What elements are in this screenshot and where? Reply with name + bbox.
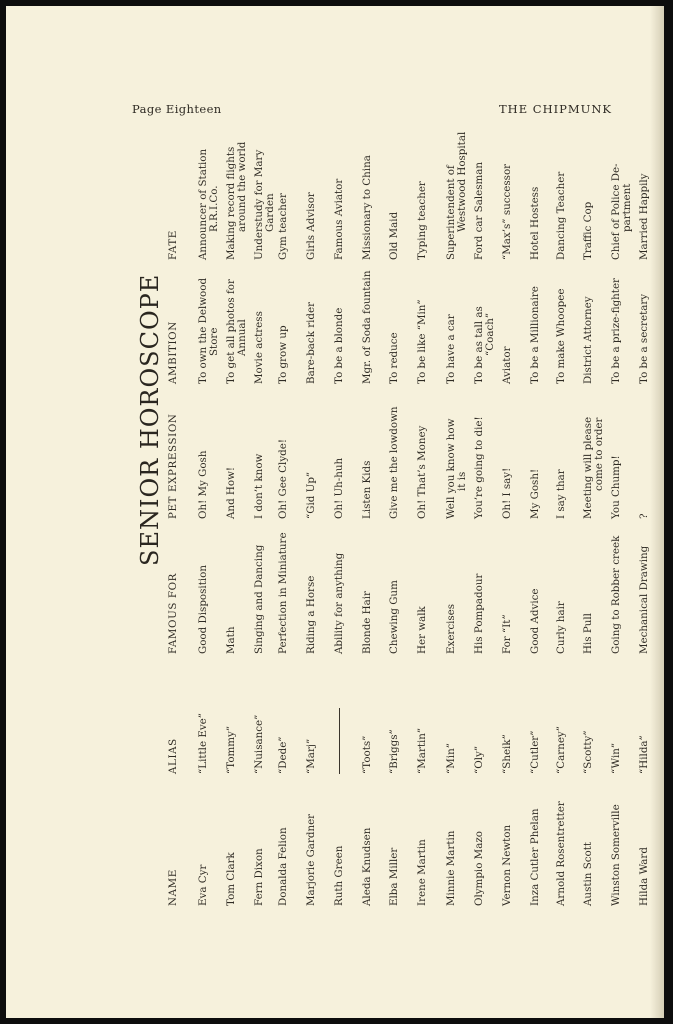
cell-ambition: To get all photos for Annual — [225, 279, 248, 384]
cell-alias: “Carney” — [555, 725, 567, 774]
column-header-ambition: AMBITION — [167, 321, 179, 384]
cell-fate: Missionary to China — [361, 155, 373, 260]
cell-fate: Famous Aviator — [333, 178, 345, 260]
cell-famous: Curly hair — [555, 601, 567, 654]
cell-name: Vernon Newton — [501, 824, 513, 906]
cell-ambition: To be a secretary — [638, 293, 650, 384]
cell-famous: Exercises — [445, 603, 457, 654]
cell-name: Eva Cyr — [197, 864, 209, 906]
cell-pet: Oh! Gee Clyde! — [277, 439, 289, 519]
cell-fate: Old Maid — [388, 211, 400, 260]
cell-pet: And How! — [225, 466, 237, 519]
cell-ambition: To have a car — [445, 314, 457, 384]
cell-famous: Good Advice — [529, 588, 541, 654]
cell-famous: Good Disposition — [197, 565, 209, 654]
cell-famous: Her walk — [416, 606, 428, 654]
cell-fate: Married Happily — [638, 173, 650, 260]
cell-ambition: Bare-back rider — [305, 301, 317, 384]
cell-pet: You’re going to die! — [473, 416, 485, 519]
cell-name: Irene Martin — [416, 839, 428, 906]
publication-title-header: THE CHIPMUNK — [499, 102, 612, 116]
table-row — [306, 146, 328, 906]
cell-name: Donalda Felion — [277, 827, 289, 906]
cell-name: Tom Clark — [225, 852, 237, 906]
cell-pet: My Gosh! — [529, 468, 541, 519]
column-header-pet-expression: PET EXPRESSION — [167, 413, 179, 519]
cell-ambition: Mgr. of Soda fountain — [361, 270, 373, 384]
cell-famous: Riding a Horse — [305, 575, 317, 654]
cell-alias: “Little Eve” — [197, 712, 209, 774]
cell-name: Ruth Green — [333, 845, 345, 906]
table-row — [583, 146, 605, 906]
cell-ambition: District Attorney — [582, 296, 594, 384]
cell-fate: Making record flights around the world — [225, 141, 248, 260]
cell-fate: Girls Advisor — [305, 192, 317, 260]
table-row — [389, 146, 411, 906]
cell-alias: “Martin” — [416, 727, 428, 774]
cell-famous: Perfection in Miniature — [277, 532, 289, 654]
cell-fate: Announcer of Station R.R.I.Co. — [197, 148, 220, 260]
cell-pet: Meeting will please come to order — [582, 416, 605, 519]
cell-ambition: Movie actress — [253, 311, 265, 384]
table-row — [474, 146, 496, 906]
cell-alias: “Win” — [610, 742, 622, 774]
cell-alias: “Oly” — [473, 745, 485, 774]
cell-fate: “Max’s” successor — [501, 163, 513, 260]
cell-famous: Mechanical Drawing — [638, 545, 650, 654]
table-row — [334, 146, 356, 906]
cell-name: Inza Cutler Phelan — [529, 808, 541, 906]
cell-fate: Ford car Salesman — [473, 161, 485, 260]
cell-fate: Understudy for Mary Garden — [253, 149, 276, 260]
cell-alias — [334, 708, 345, 774]
table-title: SENIOR HOROSCOPE — [136, 273, 164, 566]
cell-pet: Oh! I say! — [501, 467, 513, 519]
table-row — [445, 131, 468, 906]
table-row — [556, 146, 578, 906]
table-row — [530, 146, 552, 906]
cell-fate: Hotel Hostess — [529, 186, 541, 260]
cell-famous: Math — [225, 626, 237, 654]
cell-alias: “Marj” — [305, 738, 317, 774]
cell-name: Austin Scott — [582, 842, 594, 906]
cell-alias: “Dede” — [277, 736, 289, 774]
cell-pet: Oh! That’s Money — [416, 425, 428, 519]
table-row — [362, 146, 384, 906]
cell-pet: I say thar — [555, 469, 567, 519]
cell-pet: Well you know how it is — [445, 418, 468, 519]
cell-pet: You Chump! — [610, 455, 622, 519]
cell-famous: For “It” — [501, 614, 513, 654]
cell-alias: “Hilda” — [638, 735, 650, 774]
table-row — [225, 141, 248, 906]
cell-name: Minnie Martin — [445, 830, 457, 906]
cell-ambition: To be a Millionaire — [529, 286, 541, 384]
cell-pet: Oh! Uh-huh — [333, 457, 345, 519]
cell-pet: Oh! My Gosh — [197, 450, 209, 519]
cell-alias: “Min” — [445, 743, 457, 774]
table-row — [639, 146, 661, 906]
cell-name: Aleda Knudsen — [361, 827, 373, 906]
cell-name: Olympio Mazo — [473, 831, 485, 906]
cell-alias: “Briggs” — [388, 729, 400, 774]
column-header-alias: ALIAS — [167, 738, 179, 774]
cell-fate: Chief of Police De- partment — [610, 163, 633, 260]
cell-name: Elba Miller — [388, 847, 400, 906]
cell-alias: “Scotty” — [582, 730, 594, 774]
table-row — [198, 146, 220, 906]
cell-name: Fern Dixon — [253, 848, 265, 906]
column-header-name: NAME — [167, 869, 179, 906]
cell-name: Arnold Rosentretter — [555, 801, 567, 906]
cell-pet: ? — [638, 513, 650, 519]
cell-ambition: To own the Delwood Store — [197, 277, 220, 384]
table-row — [611, 146, 633, 906]
cell-name: Marjorie Gardner — [305, 813, 317, 906]
cell-fate: Gym teacher — [277, 193, 289, 260]
cell-ambition: To make Whoopee — [555, 288, 567, 384]
cell-fate: Superintendent of Westwood Hospital — [445, 131, 468, 260]
cell-ambition: To be like “Min” — [416, 299, 428, 384]
cell-pet: Give me the lowdown — [388, 406, 400, 519]
blank-alias-line — [339, 708, 340, 774]
table-row — [254, 146, 276, 906]
cell-pet: “Gid Up” — [305, 471, 317, 519]
cell-fate: Typing teacher — [416, 181, 428, 260]
cell-ambition: To be as tall as “Coach” — [473, 306, 496, 384]
cell-fate: Dancing Teacher — [555, 171, 567, 260]
cell-famous: Singing and Dancing — [253, 544, 265, 654]
cell-alias: “Tommy” — [225, 725, 237, 774]
cell-fate: Traffic Cop — [582, 201, 594, 260]
page-number-header: Page Eighteen — [132, 102, 222, 116]
cell-ambition: To reduce — [388, 332, 400, 384]
cell-ambition: To be a blonde — [333, 307, 345, 384]
horoscope-table — [136, 131, 650, 906]
cell-alias: “Cutler” — [529, 730, 541, 774]
cell-ambition: To be a prize-fighter — [610, 278, 622, 384]
cell-alias: “Nuisance” — [253, 714, 265, 774]
cell-name: Winston Somerville — [610, 804, 622, 906]
cell-famous: His Pompadour — [473, 573, 485, 654]
column-header-famous-for: FAMOUS FOR — [167, 572, 179, 654]
cell-alias: “Sheik” — [501, 734, 513, 774]
cell-famous: Ability for anything — [333, 552, 345, 654]
cell-alias: “Toots” — [361, 735, 373, 774]
table-row — [502, 146, 524, 906]
cell-ambition: To grow up — [277, 325, 289, 384]
cell-famous: Going to Robber creek — [610, 535, 622, 654]
column-header-fate: FATE — [167, 230, 179, 260]
table-header-row — [168, 146, 190, 906]
table-row — [278, 146, 300, 906]
table-row — [417, 146, 439, 906]
cell-famous: His Pull — [582, 613, 594, 654]
cell-pet: I don’t know — [253, 453, 265, 519]
cell-name: Hilda Ward — [638, 847, 650, 906]
cell-famous: Chewing Gum — [388, 580, 400, 654]
cell-pet: Listen Kids — [361, 460, 373, 519]
cell-ambition: Aviator — [501, 346, 513, 384]
cell-famous: Blonde Hair — [361, 591, 373, 654]
